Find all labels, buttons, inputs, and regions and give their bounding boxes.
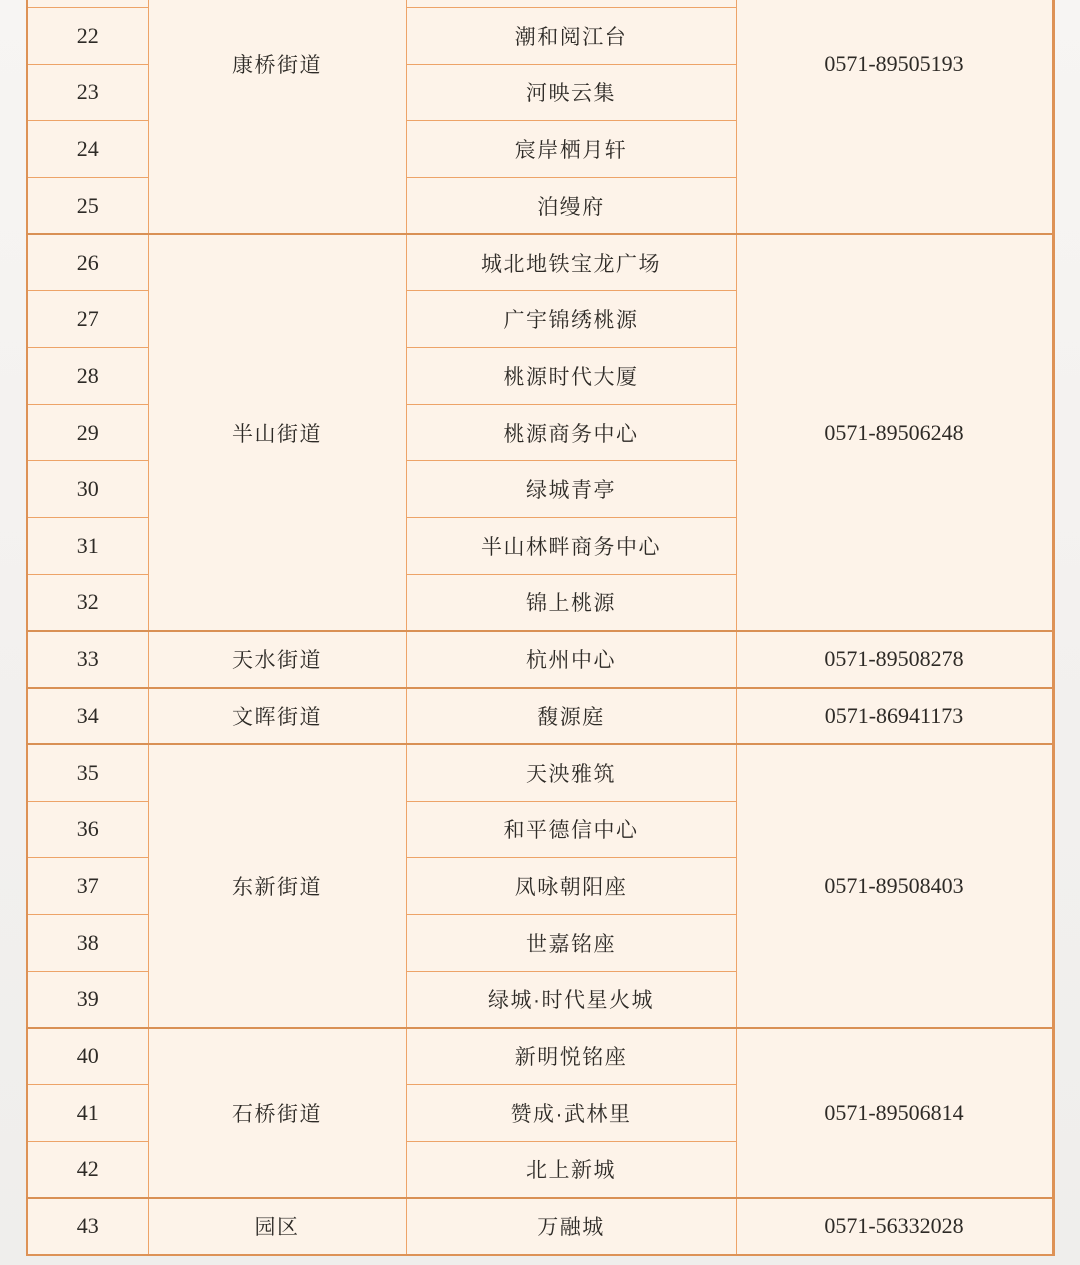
community-name-cell: 广宇锦绣桃源 xyxy=(406,291,736,348)
row-number-cell: 32 xyxy=(27,574,148,631)
street-contact-table xyxy=(26,0,1055,1256)
street-cell: 康桥街道 xyxy=(148,0,406,234)
row-number-cell: 43 xyxy=(27,1198,148,1255)
phone-number-cell: 0571-86941173 xyxy=(736,688,1053,745)
phone-number-cell: 0571-89505193 xyxy=(736,0,1053,234)
street-cell: 文晖街道 xyxy=(148,688,406,745)
row-number-cell: 25 xyxy=(27,177,148,234)
phone-number-cell: 0571-56332028 xyxy=(736,1198,1053,1255)
community-name-cell: 馥源庭 xyxy=(406,688,736,745)
community-name-cell: 锦上桃源 xyxy=(406,574,736,631)
row-number-cell: 40 xyxy=(27,1028,148,1085)
row-number-cell: 38 xyxy=(27,914,148,971)
community-name-cell: 泊缦府 xyxy=(406,177,736,234)
community-name-cell: 城北地铁宝龙广场 xyxy=(406,234,736,291)
row-number-cell: 34 xyxy=(27,688,148,745)
table-row xyxy=(27,631,1053,688)
community-name-cell: 杭州中心 xyxy=(406,631,736,688)
row-number-cell: 24 xyxy=(27,121,148,178)
community-name-cell: 天泱雅筑 xyxy=(406,744,736,801)
street-cell: 石桥街道 xyxy=(148,1028,406,1198)
clipped-community-cell xyxy=(406,0,736,7)
phone-number-cell: 0571-89506814 xyxy=(736,1028,1053,1198)
street-cell: 半山街道 xyxy=(148,234,406,631)
row-number-cell: 33 xyxy=(27,631,148,688)
row-number-cell: 26 xyxy=(27,234,148,291)
table-row xyxy=(27,744,1053,801)
phone-number-cell: 0571-89506248 xyxy=(736,234,1053,631)
clipped-number-cell xyxy=(27,0,148,7)
street-cell: 天水街道 xyxy=(148,631,406,688)
row-number-cell: 22 xyxy=(27,7,148,64)
table-row xyxy=(27,688,1053,745)
row-number-cell: 35 xyxy=(27,744,148,801)
table-row xyxy=(27,234,1053,291)
row-number-cell: 31 xyxy=(27,518,148,575)
community-name-cell: 潮和阅江台 xyxy=(406,7,736,64)
community-name-cell: 桃源商务中心 xyxy=(406,404,736,461)
community-name-cell: 世嘉铭座 xyxy=(406,914,736,971)
phone-number-cell: 0571-89508403 xyxy=(736,744,1053,1027)
row-number-cell: 30 xyxy=(27,461,148,518)
community-name-cell: 万融城 xyxy=(406,1198,736,1255)
row-number-cell: 28 xyxy=(27,348,148,405)
community-name-cell: 新明悦铭座 xyxy=(406,1028,736,1085)
community-name-cell: 和平德信中心 xyxy=(406,801,736,858)
row-number-cell: 29 xyxy=(27,404,148,461)
community-name-cell: 绿城青亭 xyxy=(406,461,736,518)
row-number-cell: 27 xyxy=(27,291,148,348)
community-name-cell: 赞成·武林里 xyxy=(406,1084,736,1141)
row-number-cell: 23 xyxy=(27,64,148,121)
table-row xyxy=(27,1028,1053,1085)
community-name-cell: 半山林畔商务中心 xyxy=(406,518,736,575)
community-name-cell: 绿城·时代星火城 xyxy=(406,971,736,1028)
row-number-cell: 41 xyxy=(27,1084,148,1141)
row-number-cell: 42 xyxy=(27,1141,148,1198)
community-name-cell: 桃源时代大厦 xyxy=(406,348,736,405)
row-number-cell: 39 xyxy=(27,971,148,1028)
street-cell: 园区 xyxy=(148,1198,406,1255)
community-name-cell: 宸岸栖月轩 xyxy=(406,121,736,178)
community-name-cell: 凤咏朝阳座 xyxy=(406,858,736,915)
community-name-cell: 河映云集 xyxy=(406,64,736,121)
row-number-cell: 37 xyxy=(27,858,148,915)
street-cell: 东新街道 xyxy=(148,744,406,1027)
phone-number-cell: 0571-89508278 xyxy=(736,631,1053,688)
table-body xyxy=(27,0,1053,1255)
community-name-cell: 北上新城 xyxy=(406,1141,736,1198)
table-row xyxy=(27,1198,1053,1255)
row-number-cell: 36 xyxy=(27,801,148,858)
